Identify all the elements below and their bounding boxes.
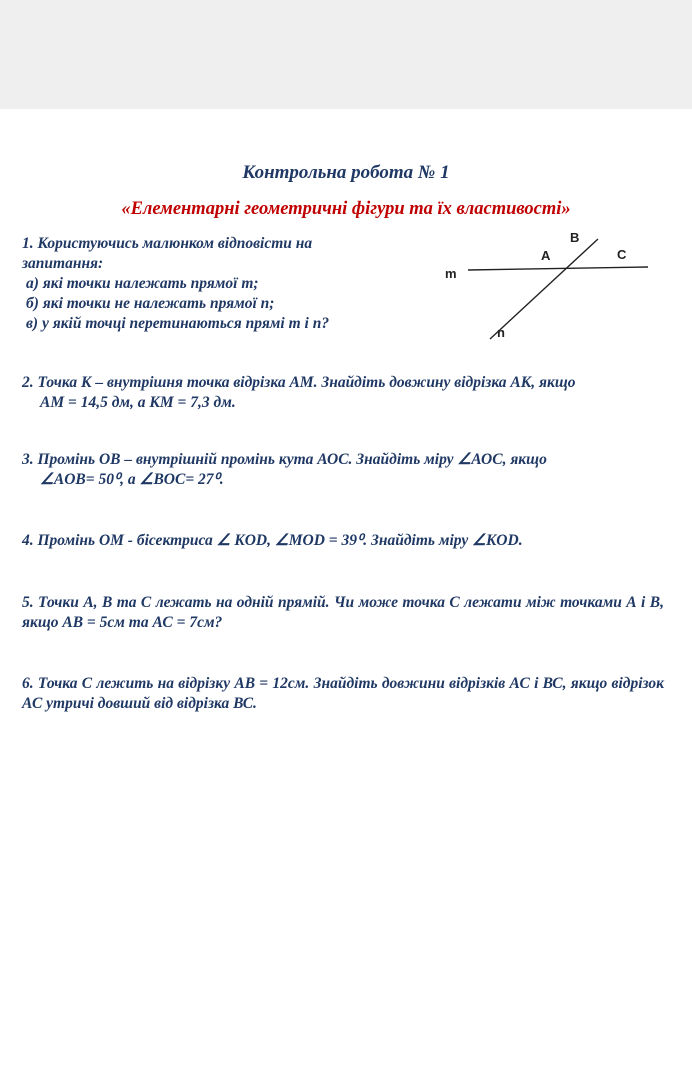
- top-bar: [0, 0, 692, 109]
- document-page: [0, 109, 692, 1078]
- task-5: 5. Точки А, В та С лежать на одній прямій. Чи може точка С лежати між точками А і В, якщо АВ = 5см та АС = 7см?: [22, 594, 664, 631]
- point-b-label: B: [570, 230, 580, 245]
- line-n-label: n: [497, 325, 505, 340]
- task-1-question-a: а) які точки належать прямої т;: [26, 275, 259, 292]
- task-1-question-c: в) у якій точці перетинаються прямі т і п?: [26, 315, 330, 332]
- task-6: 6. Точка С лежить на відрізку АВ = 12см. Знайдіть довжини відрізків АС і ВС, якщо відрізок АС утричі довший від відрізка ВС.: [22, 675, 664, 712]
- task-1: [22, 234, 402, 334]
- task-2-line-2: АМ = 14,5 дм, а КМ = 7,3 дм.: [40, 394, 236, 411]
- page-subtitle: «Елементарні геометричні фігури та їх властивості»: [121, 199, 571, 219]
- task-3-line-1: 3. Промінь ОВ – внутрішній промінь кута АОС. Знайдіть міру ∠АОС, якщо: [22, 451, 547, 468]
- task-2: [22, 373, 664, 413]
- point-c-label: C: [617, 247, 627, 262]
- task-1-line-1: 1. Користуючись малюнком відповісти на: [22, 235, 313, 252]
- lines-figure: [440, 230, 660, 355]
- task-3: [22, 450, 664, 490]
- task-4: 4. Промінь OM - бісектриса ∠ KOD, ∠MOD = 39⁰. Знайдіть міру ∠KOD.: [22, 532, 523, 549]
- line-m: [468, 267, 648, 270]
- line-m-label: m: [445, 266, 457, 281]
- point-a-label: A: [541, 248, 551, 263]
- task-3-line-2: ∠AOB= 50⁰, а ∠BOC= 27⁰.: [40, 471, 224, 488]
- task-2-line-1: 2. Точка К – внутрішня точка відрізка АМ. Знайдіть довжину відрізка АК, якщо: [22, 374, 576, 391]
- page-title: Контрольна робота № 1: [242, 162, 450, 183]
- task-1-line-2: запитання:: [22, 255, 104, 272]
- task-1-question-b: б) які точки не належать прямої п;: [26, 295, 275, 312]
